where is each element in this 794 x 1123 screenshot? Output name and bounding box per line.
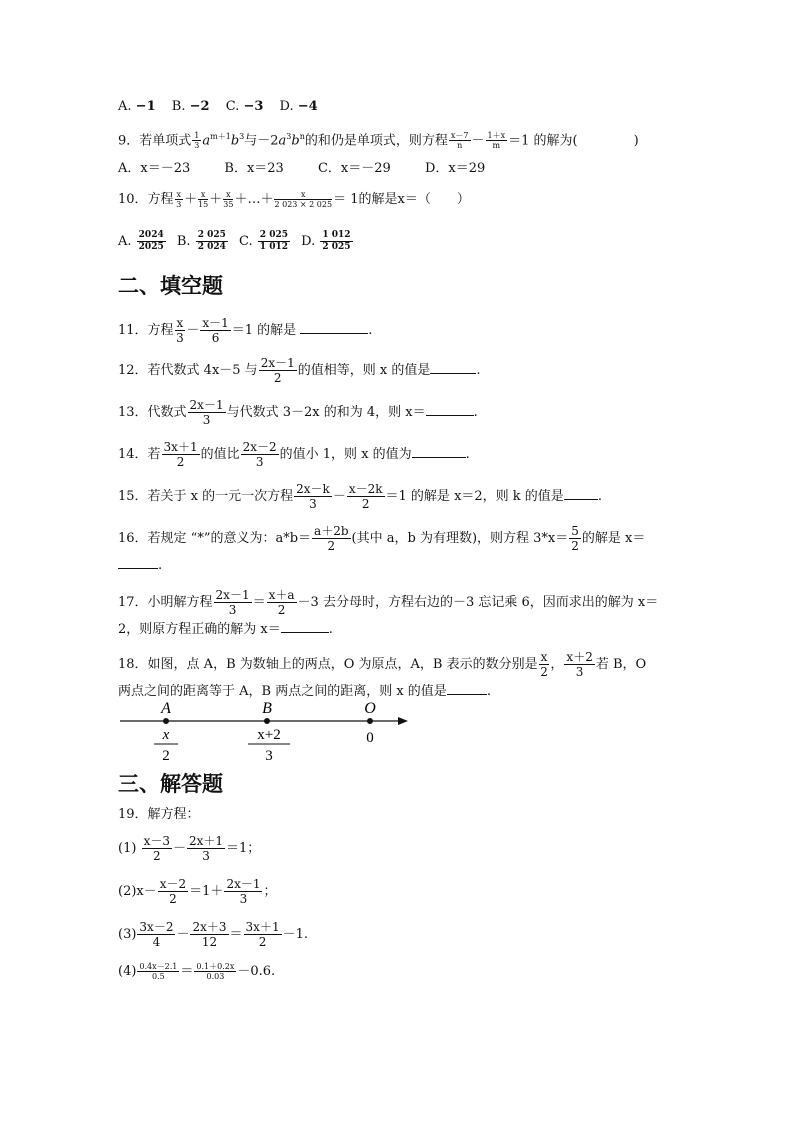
denominator: 3 [309, 497, 317, 511]
q19-part-3 [118, 920, 308, 949]
fraction [274, 190, 332, 209]
question-17 [118, 588, 658, 617]
option: D．x＝29 [424, 161, 486, 176]
fraction [137, 230, 166, 253]
fraction [196, 230, 228, 253]
q18-stem: 若 B，O [595, 657, 647, 672]
operator: － [471, 133, 485, 149]
q12-stem: 12．若代数式 4x－5 与 [118, 363, 258, 378]
numerator: x [176, 316, 184, 330]
q13-stem: 13．代数式 [118, 405, 187, 420]
q15-stem: 15．若关于 x 的一元一次方程 [118, 489, 294, 504]
point-o-label: O [364, 700, 376, 717]
exponent: 3 [286, 132, 292, 141]
section-title: 二、填空题 [118, 274, 223, 298]
denominator: 0.03 [206, 972, 225, 981]
var: b [230, 133, 240, 149]
numerator: a＋2b [314, 524, 349, 538]
question-10: 10．方程 $\frac{x}{3}$ ＋ $\frac{x}{15}$ ＋ $\frac{x}{35}$ ＋…＋ $\frac{x}{2 023 \times 2 025}$ ＝ 1的解是x＝（ ） [118, 190, 470, 209]
option-label: A. [118, 99, 132, 114]
exponent: 3 [239, 132, 245, 141]
numerator: 1 [194, 131, 200, 141]
operator: ＝ [180, 964, 194, 979]
answer-blank[interactable] [564, 487, 598, 500]
numerator: x－2k [348, 482, 383, 496]
numerator: 1＋x [487, 131, 506, 141]
fraction [223, 190, 233, 209]
q16-stem: (其中 a，b 为有理数)，则方程 3*x＝ [351, 531, 569, 546]
q14-stem: 14．若 [118, 447, 161, 462]
denominator: 2 023 × 2 025 [274, 200, 333, 209]
denominator: 3 [202, 413, 211, 427]
option: A．x＝－23 [118, 161, 191, 176]
fraction [142, 834, 172, 863]
option-value: −1 [135, 99, 156, 114]
numerator: x－2 [159, 877, 187, 891]
q8-options [118, 98, 318, 116]
point-a-denominator: 2 [162, 748, 170, 764]
numerator: x－3 [143, 834, 170, 848]
fraction [312, 524, 350, 553]
denominator: 3 [194, 141, 200, 151]
numerator: 2x＋3 [192, 920, 227, 934]
denominator: 3 [575, 665, 584, 679]
numerator: x＋2 [566, 650, 593, 664]
fraction [564, 650, 594, 679]
denominator: 2 [273, 371, 282, 385]
denominator: n [457, 141, 463, 151]
denominator: 2 025 [322, 242, 351, 252]
period: . [473, 405, 478, 420]
denominator: 3 [239, 892, 248, 906]
question-9 [118, 128, 639, 150]
denominator: 3 [228, 603, 237, 617]
point-b-denominator: 3 [265, 748, 273, 764]
equation-tail: －0.6. [237, 964, 276, 979]
section-title: 三、解答题 [118, 772, 223, 796]
q19-part-1 [118, 834, 260, 863]
numerator: 2x－1 [226, 877, 261, 891]
exponent: m＋1 [210, 132, 231, 141]
q16-stem: 的解是 x＝ [581, 531, 646, 546]
arrow-icon [398, 717, 408, 725]
operator: － [176, 927, 190, 942]
numerator: 5 [571, 524, 579, 538]
equation-tail: ＝1； [226, 841, 261, 856]
numerator: x [223, 190, 233, 200]
denominator: 4 [152, 935, 161, 949]
fraction [294, 482, 332, 511]
denominator: 6 [211, 331, 220, 345]
denominator: 2 [169, 892, 177, 906]
period: . [597, 489, 602, 504]
q18-stem: 两点之间的距离等于 A，B 两点之间的距离，则 x 的值是 [118, 684, 447, 699]
question-15 [118, 482, 602, 511]
denominator: 3 [202, 849, 210, 863]
numerator: x [540, 650, 548, 664]
q10-stem: ） [456, 192, 470, 207]
option: C．x＝－29 [317, 161, 391, 176]
operator: ＝ [229, 927, 243, 942]
denominator: 3 [176, 331, 184, 345]
denominator: 12 [201, 935, 218, 949]
point-a-dot [163, 718, 169, 724]
numerator: x＋a [268, 588, 295, 602]
equation-tail: ； [263, 884, 277, 899]
point-a-numerator: x [162, 727, 170, 743]
equation-tail: －1. [282, 927, 308, 942]
question-16 [118, 524, 645, 553]
denominator: m [492, 141, 501, 151]
q14-stem: 的值比 [200, 447, 240, 462]
fraction [175, 316, 186, 345]
var: b [291, 133, 300, 149]
fraction [486, 131, 508, 150]
question-16-line2 [118, 556, 162, 575]
fraction [214, 588, 252, 617]
q19-part-4 [118, 962, 275, 981]
numerator: x [274, 190, 332, 200]
denominator: 2 [361, 497, 370, 511]
point-b-label: B [262, 700, 272, 717]
part-label: (4) [118, 964, 137, 979]
fraction [190, 920, 228, 949]
option-label: C. [225, 99, 240, 114]
denominator: 2 [327, 539, 336, 553]
denominator: 15 [198, 200, 209, 209]
q17-stem: 2，则原方程正确的解为 x＝ [118, 622, 281, 637]
numerator: x [176, 190, 182, 199]
point-b-numerator: x+2 [257, 727, 281, 743]
question-11 [118, 316, 372, 345]
denominator: 2 [152, 849, 161, 863]
denominator: 3 [176, 200, 182, 209]
q13-stem: 与代数式 3－2x 的和为 4，则 x＝ [226, 405, 426, 420]
denominator: 2 024 [197, 242, 226, 252]
numerator: x－1 [202, 316, 229, 330]
denominator: 0.5 [152, 972, 165, 981]
point-b-dot [264, 718, 270, 724]
fraction [569, 524, 581, 553]
q9-stem: 与－2 [244, 133, 279, 149]
question-17-line2 [118, 620, 333, 639]
option-label: B. [171, 99, 186, 114]
q18-stem: 18．如图，点 A，B 为数轴上的两点，O 为原点，A，B 表示的数分别是 [118, 657, 538, 672]
q17-stem: 17．小明解方程 [118, 595, 213, 610]
denominator: 35 [223, 200, 234, 209]
q9-options [118, 160, 485, 178]
fraction [188, 398, 226, 427]
numerator: 2x－k [296, 482, 330, 496]
option-label: A. [118, 234, 132, 249]
option-label: C. [239, 234, 253, 249]
option-label: B. [176, 234, 191, 249]
numerator: 2 025 [197, 230, 226, 240]
fraction [224, 877, 262, 906]
period: . [328, 622, 333, 637]
denominator: 2 [176, 455, 185, 469]
operator: － [172, 841, 186, 856]
fraction [198, 190, 208, 209]
numerator: x－7 [450, 131, 469, 141]
option-value: −2 [189, 99, 210, 114]
operator: － [186, 323, 200, 338]
q11-stem: 11．方程 [118, 323, 174, 338]
period: . [368, 323, 373, 338]
denominator: 2025 [138, 242, 164, 252]
answer-blank[interactable] [281, 620, 329, 633]
denominator: 2 [258, 935, 267, 949]
denominator: 3 [255, 455, 264, 469]
q19-part-2 [118, 877, 277, 906]
q10-stem: ＝ 1的解是x＝（ [333, 192, 431, 207]
question-14 [118, 440, 470, 469]
q12-stem: 的值相等，则 x 的值是 [297, 363, 431, 378]
numerator: 0.4x－2.1 [139, 962, 178, 971]
numerator: 2x－1 [260, 356, 295, 370]
operator: ＝ [252, 595, 266, 610]
fraction [175, 190, 184, 209]
q9-stem: 的和仍是单项式，则方程 [304, 133, 448, 149]
fraction [192, 131, 201, 150]
period: . [158, 558, 163, 573]
q9-stem: ) [633, 133, 639, 149]
numerator: 2x－1 [189, 398, 224, 412]
period: . [486, 684, 491, 699]
question-18 [118, 650, 646, 679]
fraction [258, 230, 290, 253]
q15-stem: ＝1 的解是 x＝2，则 k 的值是 [385, 489, 564, 504]
q10-options [118, 230, 354, 253]
fraction [194, 962, 236, 981]
denominator: 2 [571, 539, 579, 553]
q10-stem: 10．方程 [118, 192, 174, 207]
operator: ＝1＋ [189, 884, 224, 899]
fraction [187, 834, 225, 863]
denominator: 2 [540, 665, 548, 679]
numerator: 3x＋1 [245, 920, 280, 934]
denominator: 2 [277, 603, 286, 617]
fraction [241, 440, 279, 469]
question-19: 19．解方程： [118, 807, 200, 822]
fraction [267, 588, 297, 617]
fraction [449, 131, 471, 150]
numerator: 3x＋1 [163, 440, 198, 454]
question-12 [118, 356, 480, 385]
fraction [539, 650, 550, 679]
fraction [320, 230, 352, 253]
point-o-value: 0 [366, 730, 374, 746]
option: B．x＝23 [224, 161, 284, 176]
numerator: 2x－1 [215, 588, 250, 602]
q17-stem: －3 去分母时，方程右边的－3 忘记乘 6，因而求出的解为 x＝ [297, 595, 659, 610]
numerator: 3x－2 [139, 920, 174, 934]
number-line-figure [118, 698, 418, 768]
answer-blank[interactable] [300, 321, 368, 334]
q9-stem: ＝1 的解为( [508, 133, 578, 149]
answer-blank[interactable] [412, 445, 466, 458]
part-label: (1) [118, 841, 137, 856]
part-label: (2)x－ [118, 884, 157, 899]
option-label: D. [279, 99, 294, 114]
q14-stem: 的值小 1，则 x 的值为 [279, 447, 412, 462]
fraction [259, 356, 297, 385]
fraction [162, 440, 200, 469]
numerator: 0.1＋0.2x [196, 962, 235, 971]
var: a [202, 133, 211, 149]
question-13 [118, 398, 478, 427]
answer-blank[interactable] [426, 403, 474, 416]
q9-stem: 9．若单项式 [118, 133, 192, 149]
denominator: 1 012 [259, 242, 288, 252]
operator: － [332, 489, 346, 504]
numerator: 1 012 [322, 230, 351, 240]
fraction [200, 316, 230, 345]
period: . [465, 447, 470, 462]
option-value: −4 [297, 99, 318, 114]
point-o-dot [367, 718, 373, 724]
fraction [244, 920, 282, 949]
option-value: −3 [243, 99, 264, 114]
numerator: x [198, 190, 208, 200]
period: . [476, 363, 481, 378]
point-a-label: A [161, 700, 171, 717]
answer-blank[interactable] [430, 361, 476, 374]
numerator: 2024 [138, 230, 164, 240]
q16-stem: 16．若规定 “*”的意义为：a*b＝ [118, 531, 312, 546]
var: a [278, 133, 287, 149]
numerator: 2 025 [259, 230, 288, 240]
separator: ， [550, 657, 564, 672]
option-label: D. [301, 234, 316, 249]
answer-blank[interactable] [447, 682, 487, 695]
exponent: n [299, 132, 305, 141]
part-label: (3) [118, 927, 137, 942]
operator: ＋…＋ [234, 192, 274, 207]
q11-stem: ＝1 的解是 [231, 323, 297, 338]
fraction [137, 962, 179, 981]
fraction [158, 877, 188, 906]
numerator: 2x＋1 [188, 834, 224, 848]
numerator: 2x－2 [242, 440, 277, 454]
fraction [137, 920, 175, 949]
answer-blank[interactable] [118, 556, 158, 569]
fraction [347, 482, 385, 511]
